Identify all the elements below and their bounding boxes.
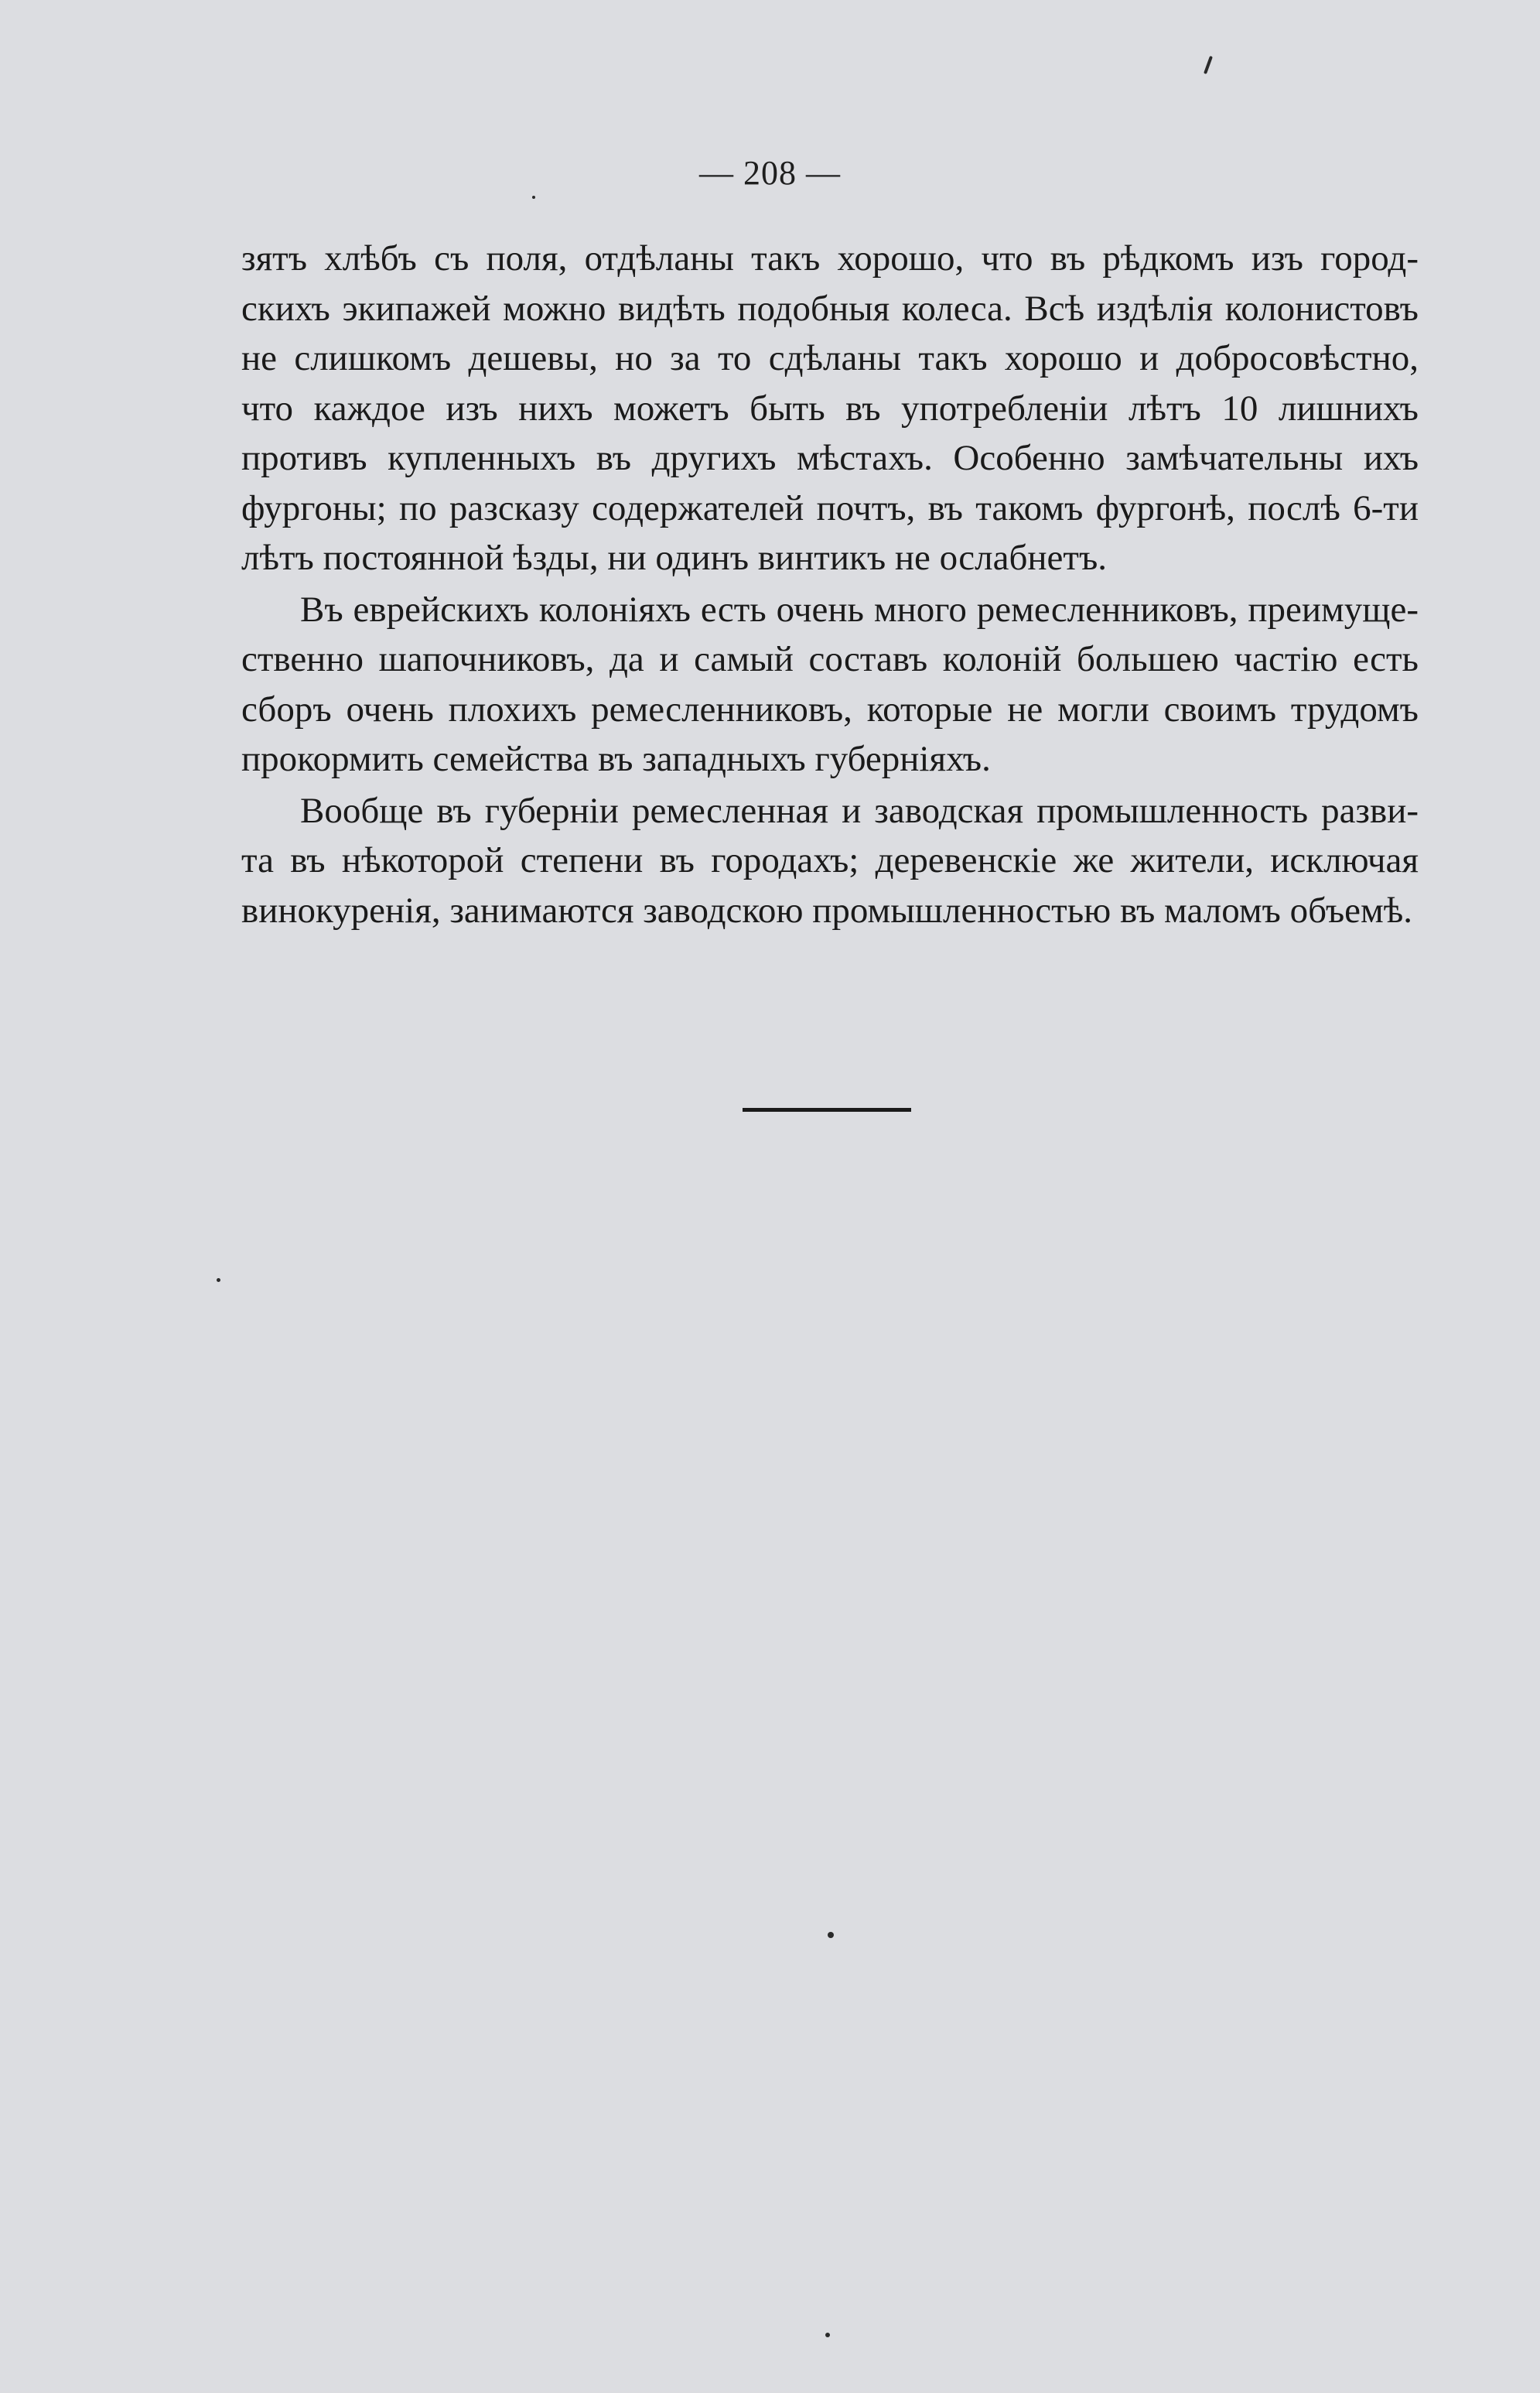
ink-speck — [532, 196, 535, 199]
text-line: прокормить семейства въ западныхъ губерніяхъ. — [241, 739, 991, 779]
ink-speck — [217, 1278, 220, 1282]
page-number: — 208 — — [699, 154, 841, 192]
body-text — [241, 234, 1419, 935]
ink-speck — [825, 2333, 830, 2337]
ink-speck — [1204, 56, 1213, 74]
text-line: что каждое изъ нихъ можетъ быть въ употребленіи лѣтъ 10 лишнихъ — [241, 388, 1419, 429]
text-line: Въ еврейскихъ колоніяхъ есть очень много ремесленниковъ, преимуще- — [300, 589, 1419, 630]
text-line: винокуренія, занимаются заводскою промышленностью въ маломъ объемѣ. — [241, 890, 1413, 931]
section-divider — [743, 1108, 911, 1112]
text-line: скихъ экипажей можно видѣть подобныя колеса. Всѣ издѣлія колонистовъ — [241, 288, 1419, 329]
paragraph-1 — [241, 234, 1419, 583]
ink-speck — [828, 1932, 834, 1938]
text-line: зятъ хлѣбъ съ поля, отдѣланы такъ хорошо, что въ рѣдкомъ изъ город- — [241, 238, 1419, 279]
text-line: Вообще въ губерніи ремесленная и заводская промышленность разви- — [300, 790, 1419, 831]
text-line: не слишкомъ дешевы, но за то сдѣланы такъ хорошо и добросовѣстно, — [241, 338, 1419, 378]
text-line: лѣтъ постоянной ѣзды, ни одинъ винтикъ не ослабнетъ. — [241, 538, 1108, 578]
paragraph-2 — [241, 585, 1419, 785]
text-line: противъ купленныхъ въ другихъ мѣстахъ. Особенно замѣчательны ихъ — [241, 438, 1419, 478]
text-line: фургоны; по разсказу содержателей почтъ, въ такомъ фургонѣ, послѣ 6-ти — [241, 487, 1419, 528]
text-line: сборъ очень плохихъ ремесленниковъ, которые не могли своимъ трудомъ — [241, 689, 1419, 730]
paragraph-3 — [241, 786, 1419, 936]
text-line: ственно шапочниковъ, да и самый составъ колоній большею частію есть — [241, 639, 1419, 679]
text-line: та въ нѣкоторой степени въ городахъ; деревенскіе же жители, исключая — [241, 840, 1419, 880]
